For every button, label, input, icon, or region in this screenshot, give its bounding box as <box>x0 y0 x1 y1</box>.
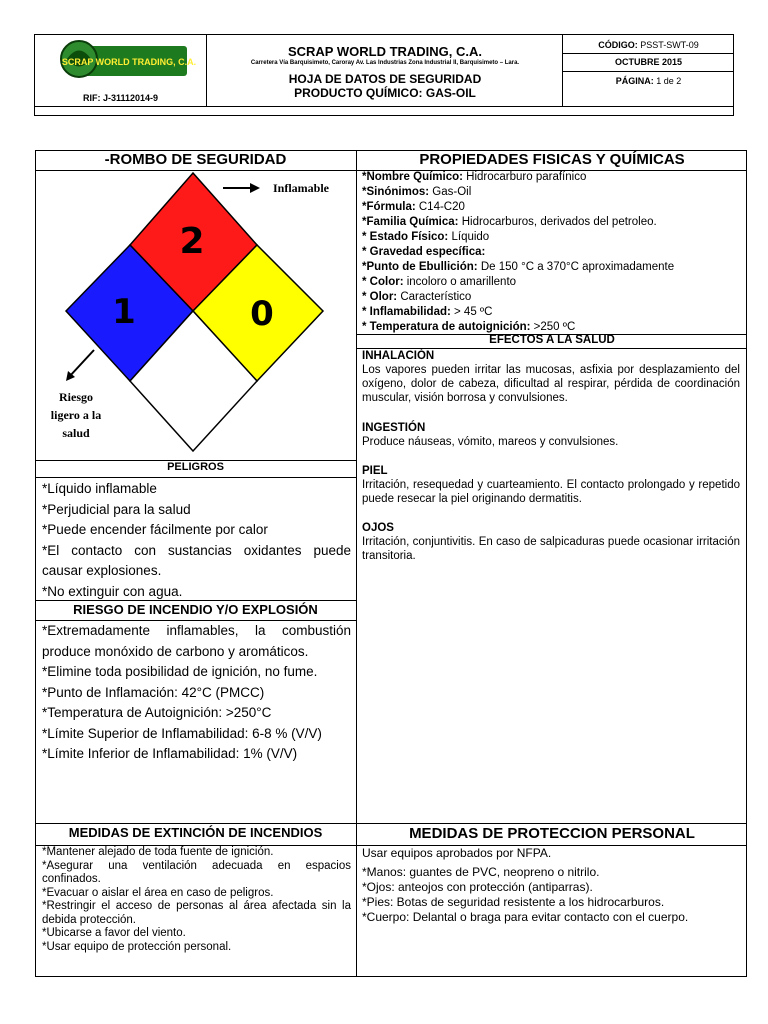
extincion-item: *Restringir el acceso de personas al área afectada sin la debida protección. <box>42 900 351 926</box>
propiedad-label: * Estado Físico: <box>362 231 449 243</box>
peligro-item: *El contacto con sustancias oxidantes puede causar explosiones. <box>42 542 351 578</box>
propiedad-item <box>362 260 742 275</box>
peligro-item: *Líquido inflamable <box>42 481 157 496</box>
health-label-2: ligero a la <box>50 408 102 422</box>
document-code <box>563 40 734 50</box>
extincion-item: *Asegurar una ventilación adecuada en espacios confinados. <box>42 859 351 885</box>
propiedad-item <box>362 290 742 305</box>
ojos-title: OJOS <box>362 522 394 534</box>
propiedad-value: Hidrocarburos, derivados del petroleo. <box>458 216 657 228</box>
peligro-item: *No extinguir con agua. <box>42 583 183 599</box>
nfpa-diamond <box>36 171 356 459</box>
extincion-item: *Usar equipo de protección personal. <box>42 940 232 953</box>
propiedad-item <box>362 230 742 245</box>
propiedad-label: *Nombre Químico: <box>362 171 463 183</box>
extincion-title: MEDIDAS DE EXTINCIÓN DE INCENDIOS <box>68 825 323 840</box>
propiedad-value: incoloro o amarillento <box>403 276 517 288</box>
header-divider <box>34 106 734 107</box>
propiedades-title: PROPIEDADES FISICAS Y QUÍMICAS <box>419 151 685 168</box>
date-divider <box>563 71 734 72</box>
ojos-text: Irritación, conjuntivitis. En caso de salpicaduras puede ocasionar irritación transitoria. <box>362 536 740 562</box>
propiedad-label: * Color: <box>362 276 404 288</box>
proteccion-intro: Usar equipos aprobados por NFPA. <box>362 846 552 860</box>
document-date: OCTUBRE 2015 <box>614 57 683 67</box>
incendio-list <box>42 621 351 765</box>
propiedad-label: *Fórmula: <box>362 201 416 213</box>
propiedad-label: *Punto de Ebullición: <box>362 261 478 273</box>
incendio-title: RIESGO DE INCENDIO Y/O EXPLOSIÓN <box>73 602 318 617</box>
propiedad-item <box>362 215 742 230</box>
efectos-content <box>362 349 740 563</box>
bottom-section-divider <box>35 823 747 824</box>
incendio-item: *Temperatura de Autoignición: >250°C <box>42 705 272 720</box>
proteccion-title: MEDIDAS DE PROTECCION PERSONAL <box>409 825 695 842</box>
incendio-item: *Punto de Inflamación: 42°C (PMCC) <box>42 684 265 700</box>
proteccion-item: *Manos: guantes de PVC, neopreno o nitrilo. <box>362 865 600 879</box>
propiedad-label: *Familia Química: <box>362 216 459 228</box>
page-value: 1 de 2 <box>656 76 682 86</box>
propiedad-label: * Olor: <box>362 291 398 303</box>
incendio-item: *Extremadamente inflamables, la combustión produce monóxido de carbono y aromáticos. <box>42 623 351 659</box>
propiedad-value: >250 ºC <box>530 321 576 333</box>
incendio-item: *Límite Superior de Inflamabilidad: 6-8 % (V/V) <box>42 725 322 741</box>
ingestion-title: INGESTIÓN <box>362 422 426 434</box>
extincion-item: *Mantener alejado de toda fuente de ignición. <box>42 846 274 858</box>
propiedad-value: Característico <box>397 291 472 303</box>
code-divider <box>563 53 734 54</box>
code-value: PSST-SWT-09 <box>640 40 699 50</box>
rif-number: RIF: J-31112014-9 <box>82 93 159 103</box>
health-label-1: Riesgo <box>59 390 93 404</box>
propiedad-label: *Sinónimos: <box>362 186 430 198</box>
propiedad-item <box>362 185 742 200</box>
peligros-title: PELIGROS <box>167 461 224 473</box>
propiedad-label: * Inflamabilidad: <box>362 306 451 318</box>
flammable-label: Inflamable <box>273 181 330 195</box>
proteccion-item: *Cuerpo: Delantal o braga para evitar contacto con el cuerpo. <box>362 910 689 924</box>
incendio-item: *Límite Inferior de Inflamabilidad: 1% (V/V) <box>42 746 298 761</box>
proteccion-item: *Pies: Botas de seguridad resistente a los hidrocarburos. <box>362 895 665 909</box>
peligros-list <box>42 479 351 602</box>
code-label: CÓDIGO: <box>598 40 638 50</box>
page-number <box>563 76 734 86</box>
propiedad-item <box>362 320 742 335</box>
proteccion-item: *Ojos: anteojos con protección (antiparras). <box>362 880 593 894</box>
document-title-line2: PRODUCTO QUÍMICO: GAS-OIL <box>294 86 476 100</box>
document-title-line1: HOJA DE DATOS DE SEGURIDAD <box>288 72 482 86</box>
incendio-item: *Elimine toda posibilidad de ignición, no fume. <box>42 664 318 679</box>
extincion-item: *Ubicarse a favor del viento. <box>42 927 186 939</box>
health-label-3: salud <box>62 426 90 440</box>
propiedad-label: * Temperatura de autoignición: <box>362 321 531 333</box>
reactivity-value: 0 <box>250 294 274 334</box>
proteccion-list <box>362 846 742 925</box>
propiedad-value: De 150 °C a 370°C aproximadamente <box>477 261 675 273</box>
ingestion-text: Produce náuseas, vómito, mareos y convulsiones. <box>362 436 619 448</box>
extincion-list <box>42 846 351 954</box>
propiedad-value: Hidrocarburo parafínico <box>462 171 587 183</box>
company-address: Carretera Vía Barquisimeto, Caroray Av. Las Industrias Zona Industrial II, Barquisimeto – Lara. <box>250 60 520 66</box>
extincion-item: *Evacuar o aislar el área en caso de peligros. <box>42 886 274 899</box>
peligro-item: *Perjudicial para la salud <box>42 501 191 517</box>
inhalacion-title: INHALACIÓN <box>362 350 435 362</box>
flammability-value: 2 <box>179 221 205 262</box>
propiedad-item <box>362 275 742 290</box>
propiedad-value: > 45 ºC <box>450 306 493 318</box>
propiedad-item <box>362 305 742 320</box>
rombo-title: -ROMBO DE SEGURIDAD <box>104 151 287 168</box>
company-name: SCRAP WORLD TRADING, C.A. <box>287 44 483 59</box>
health-arrow <box>69 350 94 377</box>
health-value: 1 <box>112 292 136 332</box>
propiedad-value: C14-C20 <box>415 201 465 213</box>
propiedad-value: Líquido <box>448 231 490 243</box>
page-label: PÁGINA: <box>615 76 654 86</box>
arrow-head-icon <box>250 183 260 193</box>
peligros-title-divider <box>35 477 356 478</box>
propiedad-item <box>362 200 742 215</box>
inhalacion-text: Los vapores pueden irritar las mucosas, asfixia por desplazamiento del oxígeno, dolor de cabeza, dificultad al respirar, pérdida de coordinación muscular, visión borrosa y convulsiones. <box>362 364 740 404</box>
propiedades-list <box>362 170 742 335</box>
peligro-item: *Puede encender fácilmente por calor <box>42 522 268 537</box>
propiedad-label: * Gravedad específica: <box>362 246 486 258</box>
piel-text: Irritación, resequedad y cuarteamiento. El contacto prolongado y repetido puede resecar la piel originando dermatitis. <box>362 479 740 505</box>
piel-title: PIEL <box>362 465 388 477</box>
propiedad-item <box>362 170 742 185</box>
company-logo <box>34 34 207 94</box>
propiedad-item <box>362 245 742 260</box>
document-title <box>207 72 563 100</box>
column-divider <box>356 150 357 977</box>
logo-text: SCRAP WORLD TRADING, C.A. <box>61 57 197 67</box>
propiedad-value: Gas-Oil <box>429 186 472 198</box>
efectos-title: EFECTOS A LA SALUD <box>489 334 615 346</box>
